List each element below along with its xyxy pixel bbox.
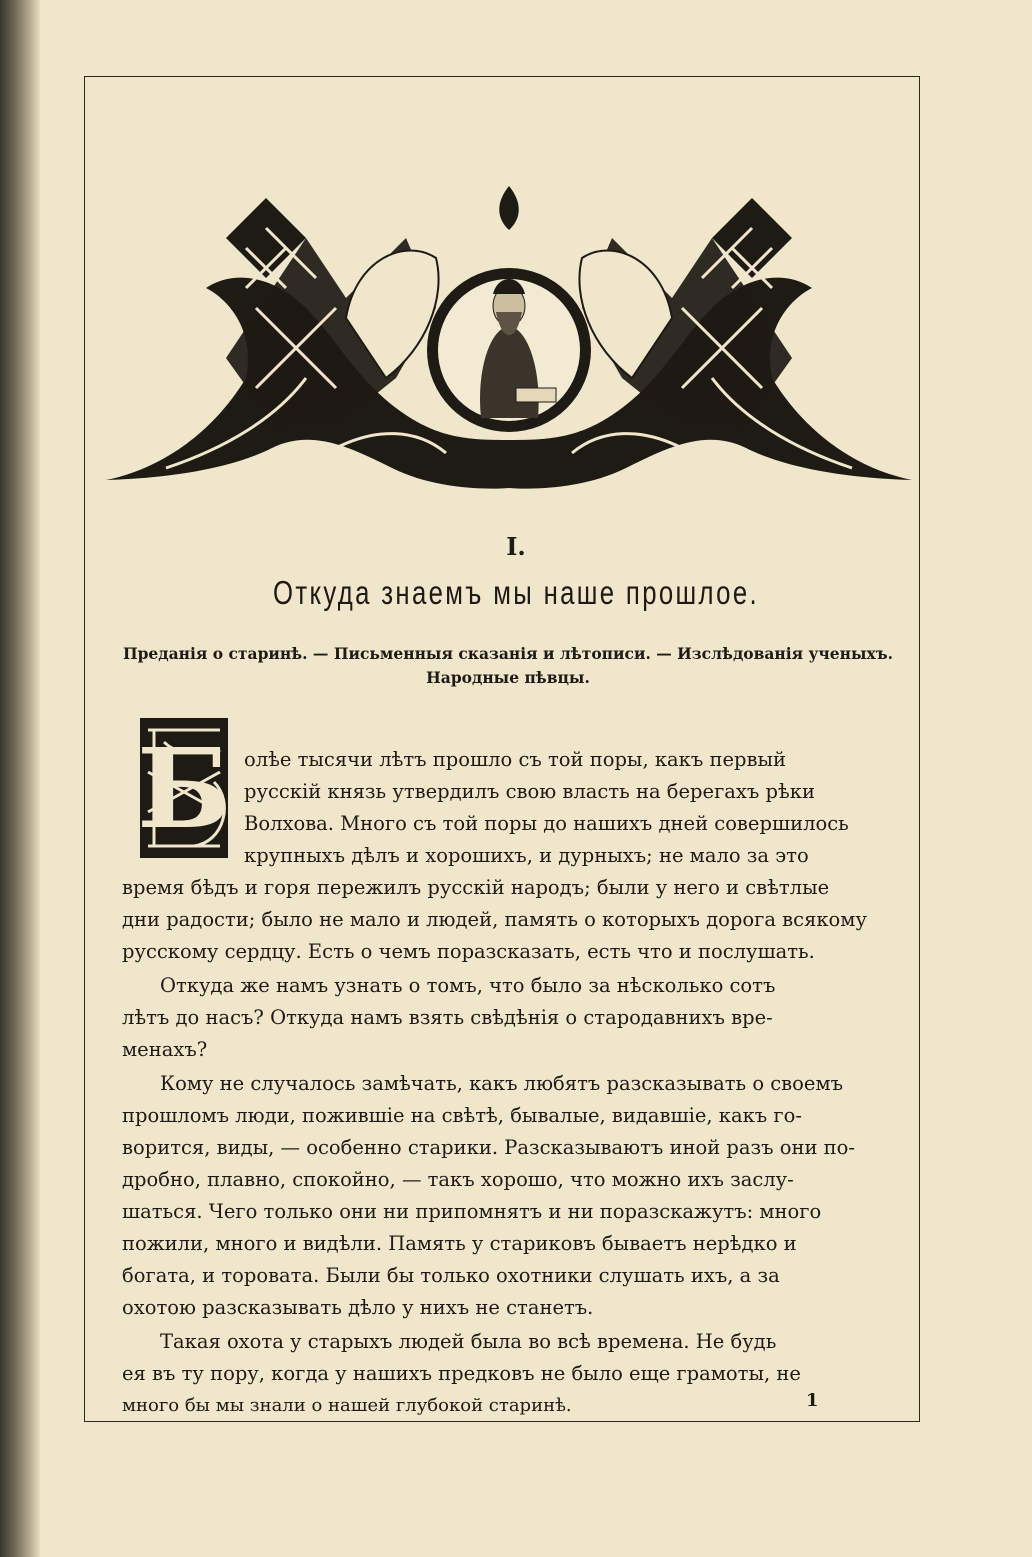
body-line-18: охотою разсказывать дѣло у нихъ не станетъ. [122, 1296, 594, 1319]
body-line-7: русскому сердцу. Есть о чемъ поразсказать, есть что и послушать. [122, 940, 815, 963]
body-line-15: шаться. Чего только они ни припомнятъ и ни поразскажутъ: много [122, 1200, 822, 1223]
body-line-21: много бы мы знали о нашей глубокой старинѣ. [122, 1395, 572, 1416]
chapter-title: Откуда знаемъ мы наше прошлое. [273, 574, 759, 611]
body-line-8: Откуда же намъ узнать о томъ, что было за нѣсколько сотъ [160, 974, 776, 997]
body-line-13: ворится, виды, — особенно старики. Разсказываютъ иной разъ они по- [122, 1136, 855, 1159]
body-line-16: пожили, много и видѣли. Память у стариковъ бываетъ нерѣдко и [122, 1232, 797, 1255]
chapter-number: I. [506, 532, 526, 561]
body-line-4: крупныхъ дѣлъ и хорошихъ, и дурныхъ; не мало за это [244, 844, 809, 867]
body-line-11: Кому не случалось замѣчать, какъ любятъ разсказывать о своемъ [160, 1072, 844, 1095]
body-line-5: время бѣдъ и горя пережилъ русскій народъ; были у него и свѣтлые [122, 876, 830, 899]
body-line-19: Такая охота у старыхъ людей была во всѣ времена. Не будь [160, 1330, 777, 1353]
body-line-6: дни радости; было не мало и людей, память о которыхъ дорога всякому [122, 908, 867, 931]
body-line-2: русскій князь утвердилъ свою власть на берегахъ рѣки [244, 780, 815, 803]
body-line-20: ея въ ту пору, когда у нашихъ предковъ не было еще грамоты, не [122, 1362, 801, 1385]
body-line-9: лѣтъ до насъ? Откуда намъ взять свѣдѣнія о стародавнихъ вре- [122, 1006, 773, 1029]
body-line-1: олѣе тысячи лѣтъ прошло съ той поры, какъ первый [244, 748, 786, 771]
page-number: 1 [806, 1390, 819, 1411]
body-line-3: Волхова. Много съ той поры до нашихъ дней совершилось [244, 812, 849, 835]
chapter-summary [118, 642, 898, 690]
dropcap-letter: Б [137, 723, 231, 853]
dropcap-initial [134, 712, 234, 864]
body-line-17: богата, и торовата. Были бы только охотники слушать ихъ, а за [122, 1264, 780, 1287]
chapter-summary-line-1: Преданія о старинѣ. — Письменныя сказанія и лѣтописи. — Изслѣдованія ученыхъ. [122, 644, 894, 663]
body-line-14: дробно, плавно, спокойно, — такъ хорошо, что можно ихъ заслу- [122, 1168, 794, 1191]
book-spine-shadow [0, 0, 40, 1557]
body-line-12: прошломъ люди, пожившіе на свѣтѣ, бывалые, видавшіе, какъ го- [122, 1104, 802, 1127]
headpiece-ornament [106, 178, 912, 500]
chapter-summary-line-2: Народные пѣвцы. [426, 668, 590, 687]
body-line-10: менахъ? [122, 1038, 208, 1061]
